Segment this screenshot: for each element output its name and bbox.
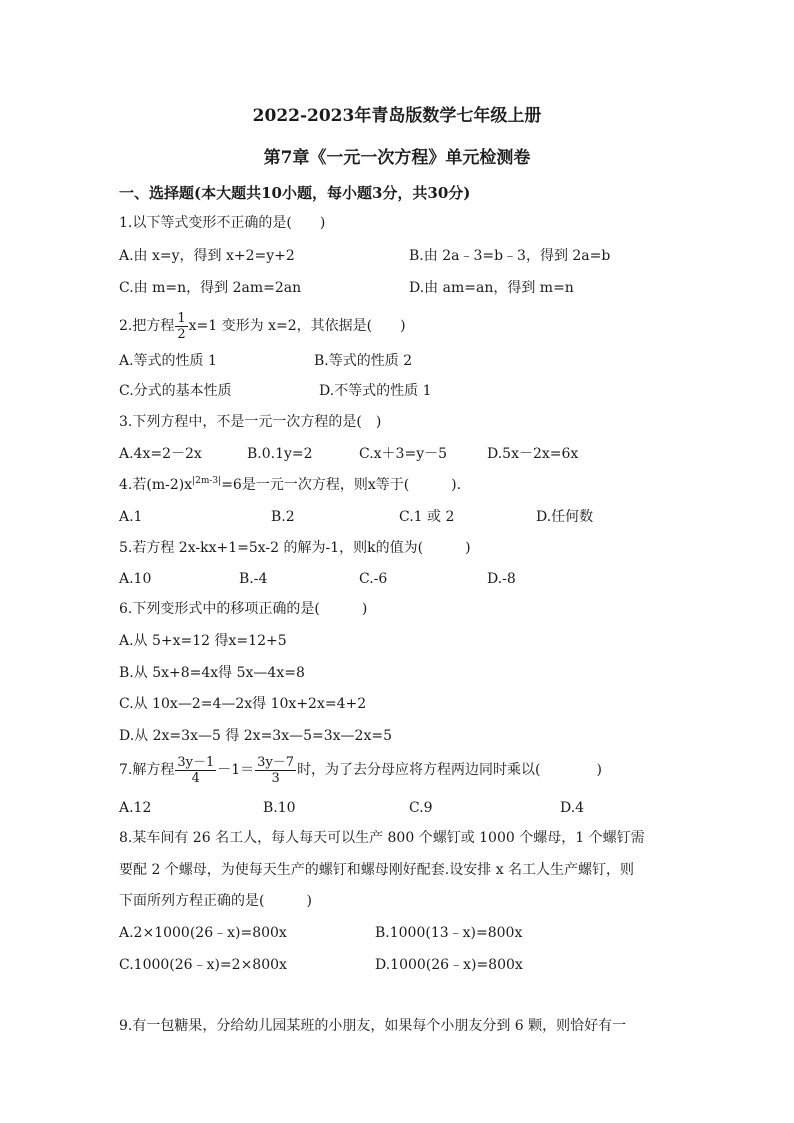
question-8-option-d: D.1000(26﹣x)=800x (375, 957, 523, 973)
question-6-stem: 6.下列变形式中的移项正确的是( ) (119, 601, 368, 617)
fraction-one-half: $\frac{1}{2}$ (177, 310, 186, 342)
question-4-option-c: C.1 或 2 (399, 509, 455, 525)
question-8-option-b: B.1000(13﹣x)=800x (375, 925, 523, 941)
question-2-option-b: B.等式的性质 2 (314, 353, 413, 369)
question-7-option-a: A.12 (119, 800, 152, 816)
question-8-option-a: A.2×1000(26﹣x)=800x (119, 925, 287, 941)
question-5-option-c: C.-6 (359, 571, 388, 587)
question-2-option-c: C.分式的基本性质 (119, 383, 232, 399)
question-4-option-d: D.任何数 (536, 509, 594, 525)
fraction-right: $\frac{3y-7}{3}$ (257, 754, 295, 786)
question-2-stem: 2.把方程 $\frac{1}{2}$ x=1 变形为 x=2，其依据是( ) (119, 310, 406, 342)
question-3-option-c: C.x＋3=y－5 (359, 446, 448, 462)
question-5-option-a: A.10 (119, 571, 152, 587)
question-3-option-a: A.4x=2－2x (119, 446, 202, 462)
question-7-option-b: B.10 (263, 800, 296, 816)
question-8-stem-line-1: 8.某车间有 26 名工人，每人每天可以生产 800 个螺钉或 1000 个螺母，1 个螺钉需 (119, 830, 645, 846)
question-7-option-d: D.4 (560, 800, 585, 816)
question-6-option-c: C.从 10x—2=4—2x得 10x+2x=4+2 (119, 696, 367, 712)
question-2-option-d: D.不等式的性质 1 (319, 383, 432, 399)
question-1-option-b: B.由 2a﹣3=b﹣3，得到 2a=b (409, 248, 611, 264)
question-1-option-c: C.由 m=n，得到 2am=2an (119, 280, 302, 296)
section-heading: 一、选择题(本大题共10小题，每小题3分，共30分) (119, 184, 471, 202)
question-6-option-d: D.从 2x=3x—5 得 2x=3x—5=3x—2x=5 (119, 728, 392, 744)
question-8-stem-line-3: 下面所列方程正确的是( ) (119, 893, 312, 909)
question-4-option-a: A.1 (119, 509, 143, 525)
question-6-option-a: A.从 5+x=12 得x=12+5 (119, 633, 287, 649)
fraction-left: $\frac{3y-1}{4}$ (177, 754, 215, 786)
question-3-stem: 3.下列方程中，不是一元一次方程的是( ) (119, 414, 382, 430)
question-1-option-d: D.由 am=an，得到 m=n (409, 280, 574, 296)
question-5-option-d: D.-8 (487, 571, 516, 587)
question-1-option-a: A.由 x=y，得到 x+2=y+2 (119, 248, 295, 264)
question-2-option-a: A.等式的性质 1 (119, 353, 217, 369)
question-6-option-b: B.从 5x+8=4x得 5x—4x=8 (119, 665, 305, 681)
question-7-stem: 7.解方程 $\frac{3y-1}{4}$ －1＝ $\frac{3y-7}{3}$ 时，为了去分母应将方程两边同时乘以( ) (119, 754, 602, 786)
question-1-stem: 1.以下等式变形不正确的是( ) (119, 215, 326, 231)
chapter-title: 第7章《一元一次方程》单元检测卷 (263, 148, 531, 168)
question-8-stem-line-2: 要配 2 个螺母，为使每天生产的螺钉和螺母刚好配套.设安排 x 名工人生产螺钉，则 (119, 862, 635, 878)
question-3-option-d: D.5x－2x=6x (487, 446, 579, 462)
question-5-stem: 5.若方程 2x-kx+1=5x-2 的解为-1，则k的值为( ) (119, 540, 471, 556)
question-7-option-c: C.9 (409, 800, 433, 816)
question-5-option-b: B.-4 (239, 571, 268, 587)
question-8-option-c: C.1000(26﹣x)=2×800x (119, 957, 287, 973)
question-4-option-b: B.2 (271, 509, 295, 525)
question-3-option-b: B.0.1y=2 (247, 446, 313, 462)
question-4-stem: 4.若$(m-2)x^{|2m-3|}=6$是一元一次方程，则x等于( ). (119, 476, 462, 493)
question-9-stem-line-1: 9.有一包糖果，分给幼儿园某班的小朋友，如果每个小朋友分到 6 颗，则恰好有一 (119, 1018, 627, 1034)
exam-title: 2022-2023年青岛版数学七年级上册 (252, 106, 542, 126)
